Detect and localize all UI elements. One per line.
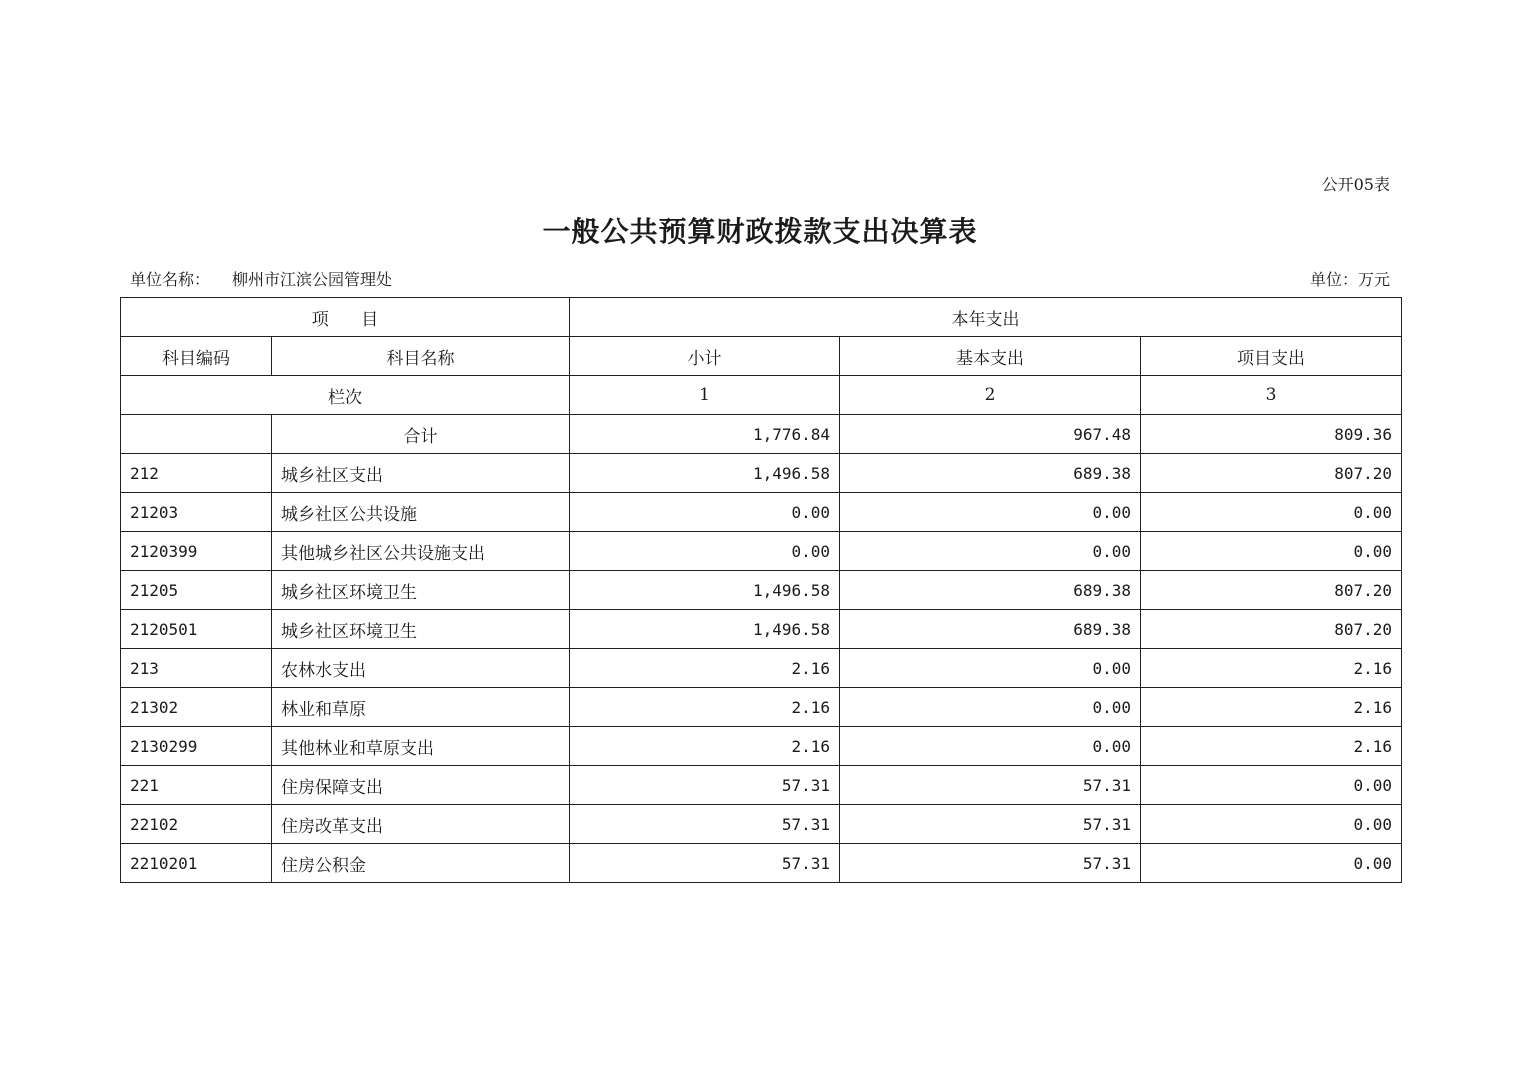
table-row xyxy=(121,688,1402,727)
table-row xyxy=(121,844,1402,883)
header-name: 科目名称 xyxy=(272,337,570,376)
currency-unit: 单位：万元 xyxy=(1309,270,1390,289)
row-subtotal: 1,496.58 xyxy=(570,454,840,493)
header-row-2 xyxy=(121,337,1402,376)
row-code: 21203 xyxy=(121,493,272,532)
header-col2: 2 xyxy=(840,376,1141,415)
row-basic: 0.00 xyxy=(840,727,1141,766)
row-name: 住房公积金 xyxy=(272,844,570,883)
row-project: 0.00 xyxy=(1141,844,1402,883)
row-subtotal: 2.16 xyxy=(570,649,840,688)
row-name: 住房保障支出 xyxy=(272,766,570,805)
row-project: 807.20 xyxy=(1141,571,1402,610)
row-project: 0.00 xyxy=(1141,766,1402,805)
expenditure-table xyxy=(120,297,1402,883)
row-name: 其他城乡社区公共设施支出 xyxy=(272,532,570,571)
total-subtotal: 1,776.84 xyxy=(570,415,840,454)
row-name: 城乡社区支出 xyxy=(272,454,570,493)
row-subtotal: 57.31 xyxy=(570,766,840,805)
row-basic: 57.31 xyxy=(840,844,1141,883)
table-row xyxy=(121,532,1402,571)
row-subtotal: 1,496.58 xyxy=(570,571,840,610)
row-code: 212 xyxy=(121,454,272,493)
table-row xyxy=(121,727,1402,766)
header-column-index: 栏次 xyxy=(121,376,570,415)
table-row xyxy=(121,610,1402,649)
row-code: 21302 xyxy=(121,688,272,727)
row-name: 农林水支出 xyxy=(272,649,570,688)
row-basic: 0.00 xyxy=(840,649,1141,688)
header-basic: 基本支出 xyxy=(840,337,1141,376)
row-project: 2.16 xyxy=(1141,649,1402,688)
row-name: 其他林业和草原支出 xyxy=(272,727,570,766)
row-basic: 0.00 xyxy=(840,688,1141,727)
header-item: 项 目 xyxy=(121,298,570,337)
page-title: 一般公共预算财政拨款支出决算表 xyxy=(542,215,978,248)
header-subtotal: 小计 xyxy=(570,337,840,376)
row-project: 2.16 xyxy=(1141,727,1402,766)
row-name: 林业和草原 xyxy=(272,688,570,727)
total-label: 合计 xyxy=(272,415,570,454)
row-name: 城乡社区环境卫生 xyxy=(272,571,570,610)
row-project: 807.20 xyxy=(1141,454,1402,493)
row-basic: 689.38 xyxy=(840,571,1141,610)
row-basic: 0.00 xyxy=(840,532,1141,571)
row-subtotal: 0.00 xyxy=(570,532,840,571)
row-project: 0.00 xyxy=(1141,805,1402,844)
unit-name-label: 单位名称： xyxy=(130,270,211,289)
total-basic: 967.48 xyxy=(840,415,1141,454)
row-code: 21205 xyxy=(121,571,272,610)
row-code: 2130299 xyxy=(121,727,272,766)
row-subtotal: 2.16 xyxy=(570,727,840,766)
row-project: 0.00 xyxy=(1141,532,1402,571)
row-basic: 689.38 xyxy=(840,454,1141,493)
header-code: 科目编码 xyxy=(121,337,272,376)
row-subtotal: 57.31 xyxy=(570,844,840,883)
row-subtotal: 0.00 xyxy=(570,493,840,532)
row-code: 221 xyxy=(121,766,272,805)
header-row-3 xyxy=(121,376,1402,415)
table-row xyxy=(121,649,1402,688)
table-number: 公开05表 xyxy=(1321,175,1390,194)
row-project: 807.20 xyxy=(1141,610,1402,649)
table-row xyxy=(121,766,1402,805)
table-row xyxy=(121,493,1402,532)
row-code: 2120501 xyxy=(121,610,272,649)
total-project: 809.36 xyxy=(1141,415,1402,454)
row-project: 2.16 xyxy=(1141,688,1402,727)
header-project: 项目支出 xyxy=(1141,337,1402,376)
row-basic: 57.31 xyxy=(840,805,1141,844)
row-subtotal: 1,496.58 xyxy=(570,610,840,649)
row-name: 城乡社区公共设施 xyxy=(272,493,570,532)
row-code: 2120399 xyxy=(121,532,272,571)
row-code: 22102 xyxy=(121,805,272,844)
row-subtotal: 57.31 xyxy=(570,805,840,844)
header-col1: 1 xyxy=(570,376,840,415)
row-basic: 57.31 xyxy=(840,766,1141,805)
row-name: 城乡社区环境卫生 xyxy=(272,610,570,649)
row-code: 213 xyxy=(121,649,272,688)
header-row-1 xyxy=(121,298,1402,337)
row-basic: 689.38 xyxy=(840,610,1141,649)
total-code-cell xyxy=(121,415,272,454)
table-row xyxy=(121,571,1402,610)
table-row xyxy=(121,805,1402,844)
row-name: 住房改革支出 xyxy=(272,805,570,844)
row-subtotal: 2.16 xyxy=(570,688,840,727)
table-row xyxy=(121,454,1402,493)
row-project: 0.00 xyxy=(1141,493,1402,532)
header-current-year: 本年支出 xyxy=(570,298,1402,337)
unit-name-value: 柳州市江滨公园管理处 xyxy=(232,270,393,289)
row-code: 2210201 xyxy=(121,844,272,883)
unit-info-row xyxy=(130,267,1390,290)
header-col3: 3 xyxy=(1141,376,1402,415)
unit-name-block xyxy=(130,267,392,290)
total-row xyxy=(121,415,1402,454)
row-basic: 0.00 xyxy=(840,493,1141,532)
